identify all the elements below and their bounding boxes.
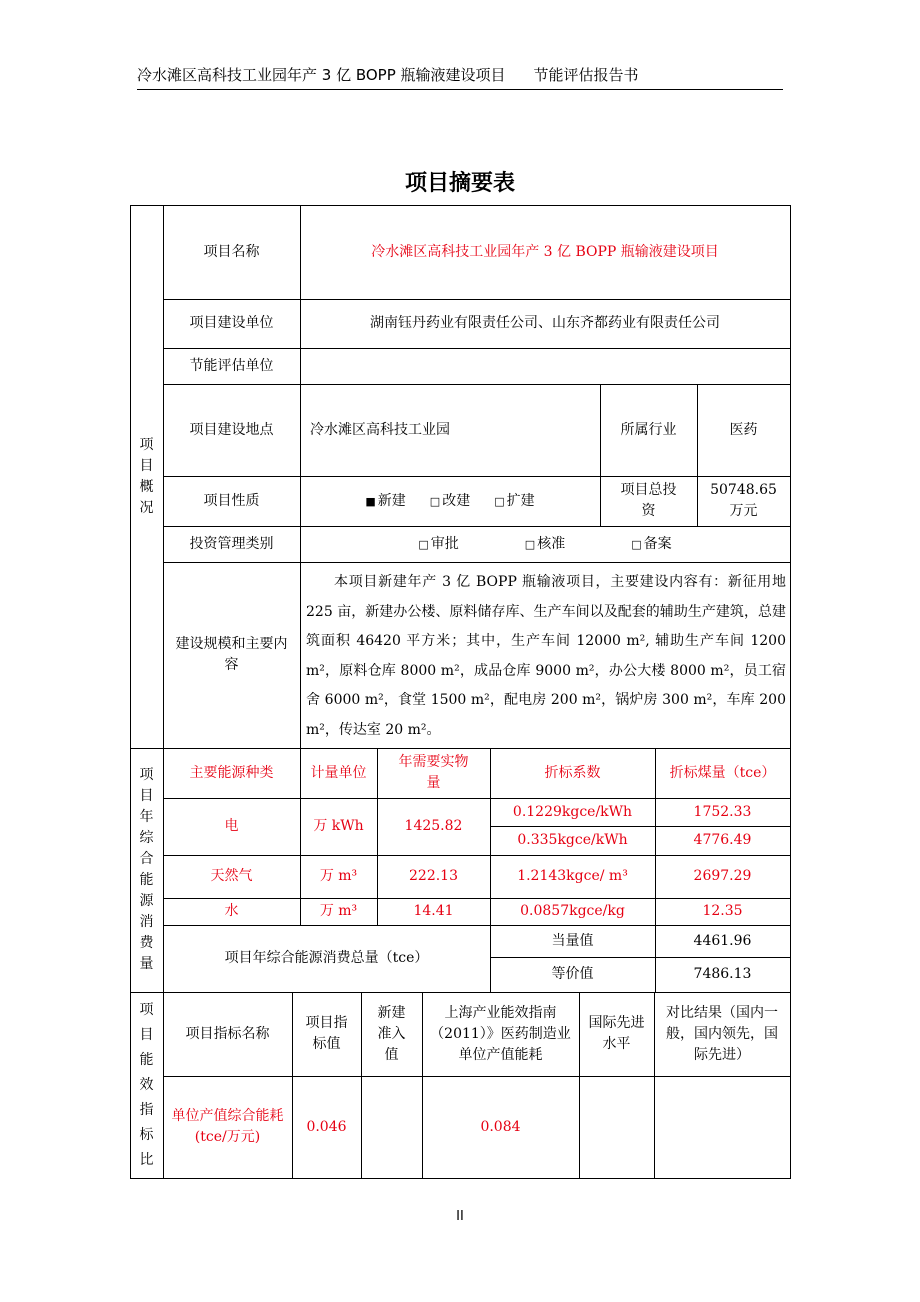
industry-value: 医药 — [729, 421, 758, 438]
eff-header-result: 对比结果（国内一般，国内领先，国际先进） — [666, 1004, 778, 1063]
investment-label: 项目总投资 — [620, 482, 677, 519]
energy-header-factor: 折标系数 — [544, 764, 601, 781]
checkbox-icon: □ — [494, 494, 505, 508]
energy-total-label: 项目年综合能源消费总量（tce） — [224, 950, 429, 966]
nature-options — [300, 476, 600, 526]
eff-header-name: 项目指标名称 — [185, 1025, 270, 1042]
energy-tce-electricity-1: 1752.33 — [693, 803, 752, 820]
page-title: 项目摘要表 — [404, 171, 515, 196]
mgmt-option-verify[interactable]: □ 核准 — [524, 535, 566, 552]
location-label: 项目建设地点 — [189, 421, 274, 438]
mgmt-options — [300, 526, 790, 562]
section-label-overview: 项 目 概 况 — [139, 436, 154, 516]
energy-header-type: 主要能源种类 — [189, 764, 274, 781]
energy-type-electricity: 电 — [224, 818, 239, 834]
equal-price-label: 等价值 — [551, 966, 594, 982]
location-value: 冷水滩区高科技工业园 — [310, 421, 450, 438]
page-header — [137, 64, 783, 90]
checkbox-icon: □ — [631, 537, 642, 551]
eff-header-entry: 新建准入值 — [377, 1004, 406, 1063]
energy-qty-water: 14.41 — [413, 903, 454, 919]
project-name-value: 冷水滩区高科技工业园年产 3 亿 BOPP 瓶输液建设项目 — [371, 243, 719, 260]
header-report-type: 节能评估报告书 — [533, 66, 639, 84]
energy-tce-gas: 2697.29 — [693, 868, 752, 884]
energy-unit-water: 万 m³ — [319, 903, 358, 919]
eff-row-name: 单位产值综合能耗(tce/万元) — [171, 1108, 284, 1145]
eff-row-shanghai: 0.084 — [480, 1118, 521, 1135]
eff-row-entry — [361, 1076, 422, 1178]
industry-label: 所属行业 — [620, 421, 677, 438]
checkbox-icon: □ — [429, 494, 441, 508]
energy-factor-gas: 1.2143kgce/ m³ — [517, 868, 628, 884]
energy-factor-electricity-2: 0.335kgce/kWh — [517, 832, 628, 848]
eff-header-shanghai: 上海产业能效指南（2011）》医药制造业单位产值能耗 — [430, 1004, 571, 1063]
energy-type-gas: 天然气 — [210, 868, 253, 884]
energy-qty-gas: 222.13 — [409, 868, 458, 884]
project-name-label: 项目名称 — [203, 243, 260, 260]
builder-value: 湖南钰丹药业有限责任公司、山东齐都药业有限责任公司 — [370, 315, 720, 331]
nature-option-rebuild[interactable]: □ 改建 — [429, 492, 471, 509]
nature-label: 项目性质 — [203, 492, 260, 509]
energy-factor-electricity-1: 0.1229kgce/kWh — [512, 803, 633, 820]
checkbox-icon: □ — [418, 537, 429, 551]
checkbox-icon: □ — [524, 537, 536, 551]
energy-header-qty: 年需要实物量 — [398, 754, 469, 791]
equivalent-label: 当量值 — [551, 932, 594, 949]
energy-type-water: 水 — [224, 903, 239, 919]
header-project-title: 冷水滩区高科技工业园年产 3 亿 BOPP 瓶输液建设项目 — [137, 66, 506, 84]
scale-label: 建设规模和主要内容 — [175, 636, 288, 673]
mgmt-option-approval[interactable]: □ 审批 — [418, 535, 459, 552]
assessor-label: 节能评估单位 — [189, 357, 274, 374]
nature-option-new[interactable]: ■ 新建 — [365, 492, 406, 509]
eff-row-value: 0.046 — [306, 1118, 347, 1135]
eff-row-intl — [579, 1076, 654, 1178]
eff-row-result — [654, 1076, 790, 1178]
mgmt-option-record[interactable]: □ 备案 — [631, 535, 672, 552]
investment-value: 50748.65 万元 — [710, 482, 777, 519]
equal-price-value: 7486.13 — [693, 966, 752, 982]
section-label-efficiency: 项 目 能 效 指 标 比 — [139, 1001, 154, 1168]
energy-factor-water: 0.0857kgce/kg — [520, 903, 625, 919]
energy-header-tce: 折标煤量（tce） — [669, 764, 776, 781]
checked-box-icon: ■ — [365, 494, 376, 508]
section-label-energy: 项 目 年 综 合 能 源 消 费 量 — [139, 767, 154, 972]
energy-qty-electricity: 1425.82 — [404, 818, 463, 834]
eff-header-intl: 国际先进水平 — [588, 1015, 645, 1052]
energy-tce-electricity-2: 4776.49 — [693, 832, 752, 848]
eff-header-value: 项目指标值 — [305, 1015, 348, 1052]
nature-option-expand[interactable]: □ 扩建 — [494, 492, 535, 509]
energy-header-unit: 计量单位 — [310, 764, 367, 781]
scale-description: 本项目新建年产 3 亿 BOPP 瓶输液项目，主要建设内容有：新征用地 225 亩，新建办公楼、原料储存库、生产车间以及配套的辅助生产建筑，总建筑面积 46420 平方米；其中，生产车间 12000 m², 辅助生产车间 1200 m²，原料仓库 8000 m²，成品仓库 9000 m²，办公大楼 8000 m²，员工宿舍 6000 m²，食堂 1500 m²，配电房 200 m²，锅炉房 300 m²，车库 200 m²，传达室 20 m²。 — [306, 574, 786, 738]
energy-tce-water: 12.35 — [702, 903, 743, 919]
page-number: II — [456, 1209, 464, 1224]
energy-unit-electricity: 万 kWh — [313, 818, 364, 834]
builder-label: 项目建设单位 — [189, 315, 274, 331]
energy-unit-gas: 万 m³ — [319, 868, 358, 884]
assessor-value — [300, 348, 790, 384]
equivalent-value: 4461.96 — [693, 932, 752, 949]
mgmt-label: 投资管理类别 — [189, 535, 274, 552]
